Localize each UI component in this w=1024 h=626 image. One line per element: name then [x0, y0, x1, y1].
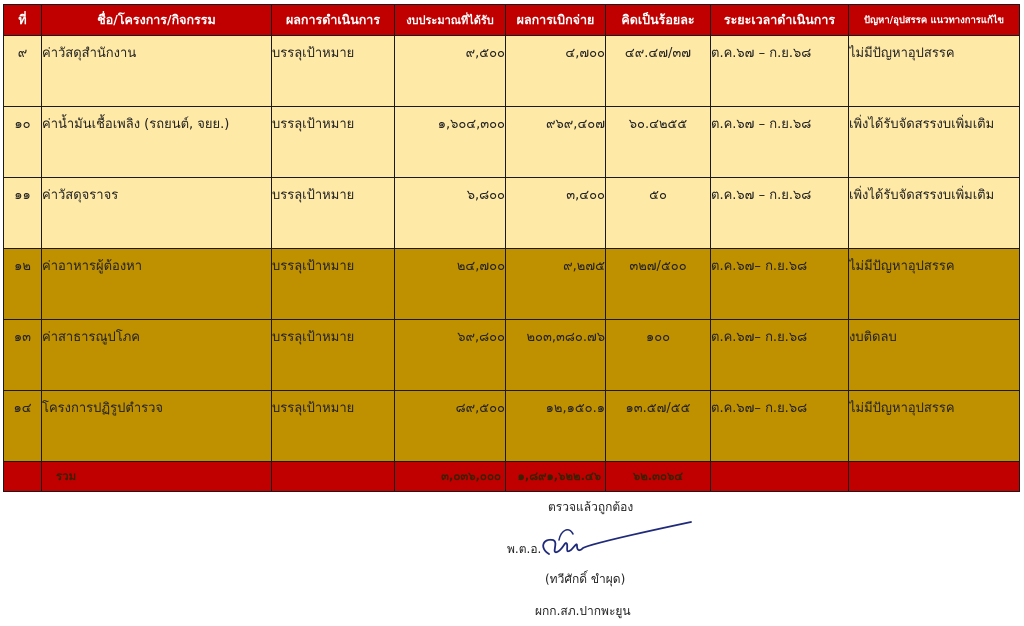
row-result: บรรลุเป้าหมาย: [272, 249, 395, 320]
signer-rank: พ.ต.อ.: [507, 542, 542, 556]
col-header-percent: คิดเป็นร้อยละ: [606, 5, 711, 36]
row-no: ๑๒: [4, 249, 42, 320]
row-result: บรรลุเป้าหมาย: [272, 391, 395, 462]
row-no: ๑๑: [4, 178, 42, 249]
row-problem: ไม่มีปัญหาอุปสรรค: [849, 391, 1020, 462]
col-header-no: ที่: [4, 5, 42, 36]
row-result: บรรลุเป้าหมาย: [272, 36, 395, 107]
handwritten-signature: [535, 514, 695, 560]
col-header-period: ระยะเวลาดำเนินการ: [711, 5, 849, 36]
row-percent: ๔๙.๔๗/๓๗: [606, 36, 711, 107]
row-problem: เพิ่งได้รับจัดสรรงบเพิ่มเติม: [849, 107, 1020, 178]
header-row: [4, 5, 1020, 36]
verified-text: ตรวจแล้วถูกต้อง: [548, 500, 634, 514]
table-row: [4, 178, 1020, 249]
row-disbursed: ๙,๒๗๕: [506, 249, 606, 320]
total-empty-period: [711, 462, 849, 492]
row-percent: ๑๐๐: [606, 320, 711, 391]
row-percent: ๓๒๗/๕๐๐: [606, 249, 711, 320]
table-row: [4, 107, 1020, 178]
total-empty-problem: [849, 462, 1020, 492]
col-header-name: ชื่อ/โครงการ/กิจกรรม: [42, 5, 272, 36]
row-percent: ๑๓.๕๗/๕๕: [606, 391, 711, 462]
col-header-problem: ปัญหา/อุปสรรค แนวทางการแก้ไข: [849, 5, 1020, 36]
total-percent: ๖๒.๓๐๖๔: [606, 462, 711, 492]
budget-report: [3, 4, 1019, 492]
table-row: [4, 391, 1020, 462]
row-period: ต.ค.๖๗ – ก.ย.๖๘: [711, 178, 849, 249]
row-budget: ๑,๖๐๔,๓๐๐: [395, 107, 506, 178]
row-disbursed: ๔,๗๐๐: [506, 36, 606, 107]
row-disbursed: ๑๒,๑๕๐.๑: [506, 391, 606, 462]
row-period: ต.ค.๖๗– ก.ย.๖๘: [711, 391, 849, 462]
total-empty-no: [4, 462, 42, 492]
row-disbursed: ๓,๔๐๐: [506, 178, 606, 249]
row-result: บรรลุเป้าหมาย: [272, 107, 395, 178]
row-budget: ๒๔,๗๐๐: [395, 249, 506, 320]
row-problem: งบติดลบ: [849, 320, 1020, 391]
row-percent: ๕๐: [606, 178, 711, 249]
total-label: รวม: [42, 462, 272, 492]
signer-name: (ทวีศักดิ์ ขำผุด): [545, 572, 626, 586]
row-no: ๑๓: [4, 320, 42, 391]
row-name: โครงการปฏิรูปตำรวจ: [42, 391, 272, 462]
table-row: [4, 320, 1020, 391]
row-disbursed: ๙๖๙,๔๐๗: [506, 107, 606, 178]
total-empty-result: [272, 462, 395, 492]
row-name: ค่าวัสดุสำนักงาน: [42, 36, 272, 107]
budget-table: [3, 4, 1020, 492]
row-period: ต.ค.๖๗ – ก.ย.๖๘: [711, 107, 849, 178]
row-no: ๑๐: [4, 107, 42, 178]
row-name: ค่าวัสดุจราจร: [42, 178, 272, 249]
row-no: ๙: [4, 36, 42, 107]
row-problem: ไม่มีปัญหาอุปสรรค: [849, 249, 1020, 320]
row-period: ต.ค.๖๗– ก.ย.๖๘: [711, 249, 849, 320]
total-row: [4, 462, 1020, 492]
col-header-budget: งบประมาณที่ได้รับ: [395, 5, 506, 36]
col-header-result: ผลการดำเนินการ: [272, 5, 395, 36]
table-row: [4, 36, 1020, 107]
row-budget: ๙,๕๐๐: [395, 36, 506, 107]
row-period: ต.ค.๖๗ – ก.ย.๖๘: [711, 36, 849, 107]
row-problem: ไม่มีปัญหาอุปสรรค: [849, 36, 1020, 107]
row-period: ต.ค.๖๗– ก.ย.๖๘: [711, 320, 849, 391]
row-budget: ๖,๘๐๐: [395, 178, 506, 249]
row-percent: ๖๐.๔๒๕๕: [606, 107, 711, 178]
row-budget: ๘๙,๕๐๐: [395, 391, 506, 462]
row-result: บรรลุเป้าหมาย: [272, 320, 395, 391]
table-row: [4, 249, 1020, 320]
row-name: ค่าอาหารผู้ต้องหา: [42, 249, 272, 320]
total-disbursed: ๑,๘๙๑,๖๒๒.๔๖: [506, 462, 606, 492]
row-name: ค่าน้ำมันเชื้อเพลิง (รถยนต์, จยย.): [42, 107, 272, 178]
row-problem: เพิ่งได้รับจัดสรรงบเพิ่มเติม: [849, 178, 1020, 249]
row-name: ค่าสาธารณูปโภค: [42, 320, 272, 391]
row-disbursed: ๒๐๓,๓๘๐.๗๖: [506, 320, 606, 391]
signer-position: ผกก.สภ.ปากพะยูน: [535, 604, 631, 618]
total-budget: ๓,๐๓๖,๐๐๐: [395, 462, 506, 492]
col-header-disbursed: ผลการเบิกจ่าย: [506, 5, 606, 36]
row-budget: ๖๙,๘๐๐: [395, 320, 506, 391]
row-result: บรรลุเป้าหมาย: [272, 178, 395, 249]
row-no: ๑๔: [4, 391, 42, 462]
